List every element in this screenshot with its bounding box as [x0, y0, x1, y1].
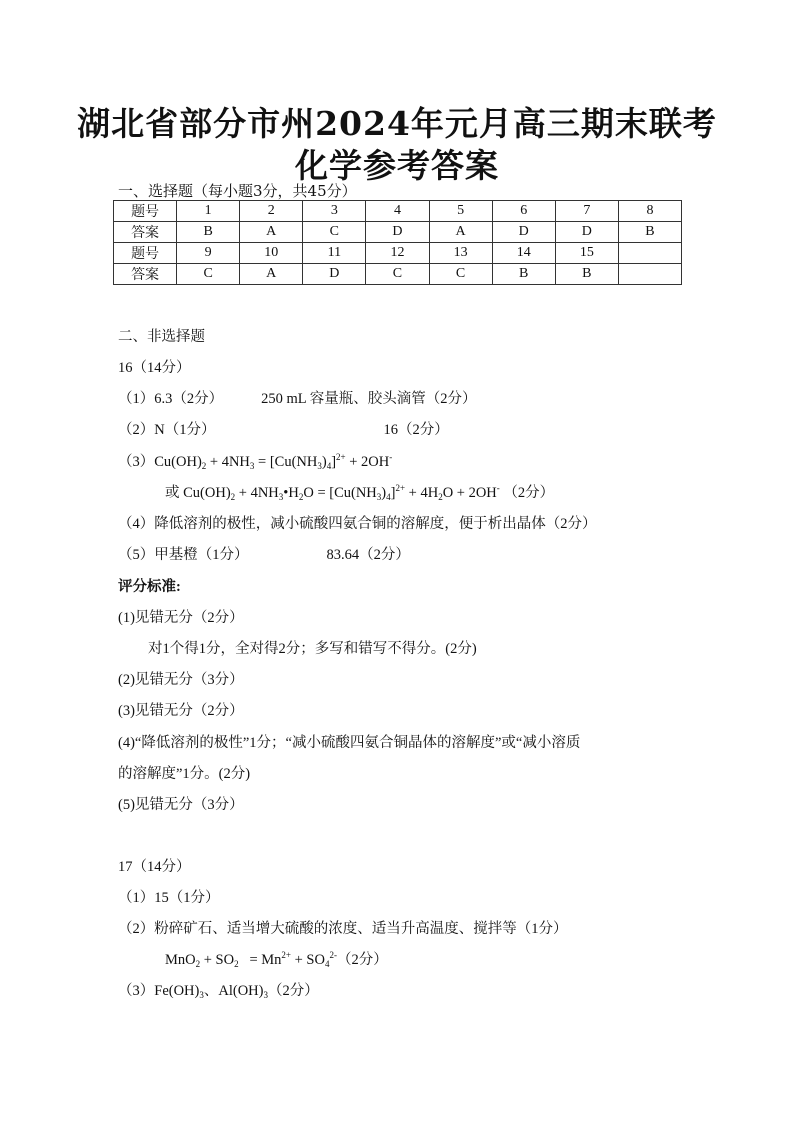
grading-rule-4b: 的溶解度”1分。(2分) — [118, 766, 251, 782]
q16-answer-5-left: （5）甲基橙（1分） — [118, 547, 249, 563]
table-cell: 1 — [177, 201, 240, 222]
table-cell: B — [492, 264, 555, 285]
table-row-header-cell: 题号 — [114, 201, 177, 222]
table-cell: A — [240, 222, 303, 243]
table-cell: B — [177, 222, 240, 243]
table-row — [114, 264, 682, 285]
q16-answer-2 — [118, 418, 449, 439]
table-cell: B — [555, 264, 618, 285]
q16-answer-3-equation: $(3)Cu(OH)_2 + 4NH_3 = [Cu(NH_3)_4]^{2+} + 2OH^-$ — [118, 452, 393, 471]
q16-answer-5 — [118, 543, 410, 564]
table-cell: D — [366, 222, 429, 243]
table-cell: C — [177, 264, 240, 285]
q16-answer-1-right: 250 mL 容量瓶、胶头滴管（2分） — [261, 391, 477, 407]
grading-heading: 评分标准: — [118, 579, 181, 595]
q16-answer-4: （4）降低溶剂的极性，减小硫酸四氨合铜的溶解度，便于析出晶体（2分） — [118, 516, 597, 532]
table-cell: 5 — [429, 201, 492, 222]
table-row — [114, 222, 682, 243]
table-cell: 12 — [366, 243, 429, 264]
q16-answer-3-alt-equation: 或 $Cu(OH)_2$ + $4NH_3•H_2O = [Cu(NH_3)_4]^{2+} + 4H_2O + 2OH^-$ （2分） — [165, 483, 555, 502]
table-cell: 2 — [240, 201, 303, 222]
table-cell: 14 — [492, 243, 555, 264]
q16-heading: 16（14分） — [118, 360, 191, 376]
table-cell: 6 — [492, 201, 555, 222]
table-cell: 7 — [555, 201, 618, 222]
table-cell: 13 — [429, 243, 492, 264]
grading-rule-1-note: 对1个得1分，全对得2分；多写和错写不得分。(2分) — [148, 641, 477, 657]
table-cell: D — [492, 222, 555, 243]
table-cell: 8 — [618, 201, 681, 222]
grading-rule-3: (3)见错无分（2分） — [118, 703, 244, 719]
table-cell: C — [429, 264, 492, 285]
table-cell: C — [366, 264, 429, 285]
table-row-header-cell: 答案 — [114, 264, 177, 285]
section2-heading: 二、非选择题 — [118, 329, 205, 345]
q16-answer-1 — [118, 387, 476, 408]
q16-answer-5-right: 83.64（2分） — [326, 547, 410, 563]
q17-answer-1: （1）15（1分） — [118, 890, 220, 906]
table-row — [114, 201, 682, 222]
table-cell: D — [303, 264, 366, 285]
page-title: 湖北省部分市州2024年元月高三期末联考 — [77, 104, 717, 143]
table-cell — [618, 243, 681, 264]
q17-answer-2: （2）粉碎矿石、适当增大硫酸的浓度、适当升高温度、搅拌等（1分） — [118, 921, 568, 937]
grading-rule-1: (1)见错无分（2分） — [118, 610, 244, 626]
q16-answer-2-right: 16（2分） — [383, 422, 449, 438]
answer-table — [113, 200, 682, 285]
table-cell: 9 — [177, 243, 240, 264]
q17-answer-2-equation: $MnO_2 + SO_2 = Mn^{2+} + SO_4^{2-}(2$分） — [165, 950, 388, 969]
table-cell: B — [618, 222, 681, 243]
table-cell: 15 — [555, 243, 618, 264]
q16-answer-2-left: （2）N（1分） — [118, 422, 216, 438]
table-row-header-cell: 题号 — [114, 243, 177, 264]
table-cell — [618, 264, 681, 285]
table-cell: C — [303, 222, 366, 243]
table-cell: 11 — [303, 243, 366, 264]
grading-rule-5: (5)见错无分（3分） — [118, 797, 244, 813]
page-subtitle: 化学参考答案 — [295, 146, 499, 185]
table-cell: A — [240, 264, 303, 285]
table-row-header-cell: 答案 — [114, 222, 177, 243]
q17-answer-3: $(3)Fe(OH)_3$、$Al(OH)_3(2$分） — [118, 983, 319, 1000]
grading-rule-2: (2)见错无分（3分） — [118, 672, 244, 688]
grading-rule-4a: (4)“降低溶剂的极性”1分；“减小硫酸四氨合铜晶体的溶解度”或“减小溶质 — [118, 735, 581, 751]
table-cell: 3 — [303, 201, 366, 222]
table-cell: 10 — [240, 243, 303, 264]
section1-heading: 一、选择题（每小题3分，共45分） — [118, 182, 357, 200]
q16-answer-1-left: （1）6.3（2分） — [118, 391, 224, 407]
table-cell: 4 — [366, 201, 429, 222]
table-cell: A — [429, 222, 492, 243]
table-cell: D — [555, 222, 618, 243]
q17-heading: 17（14分） — [118, 859, 191, 875]
table-row — [114, 243, 682, 264]
